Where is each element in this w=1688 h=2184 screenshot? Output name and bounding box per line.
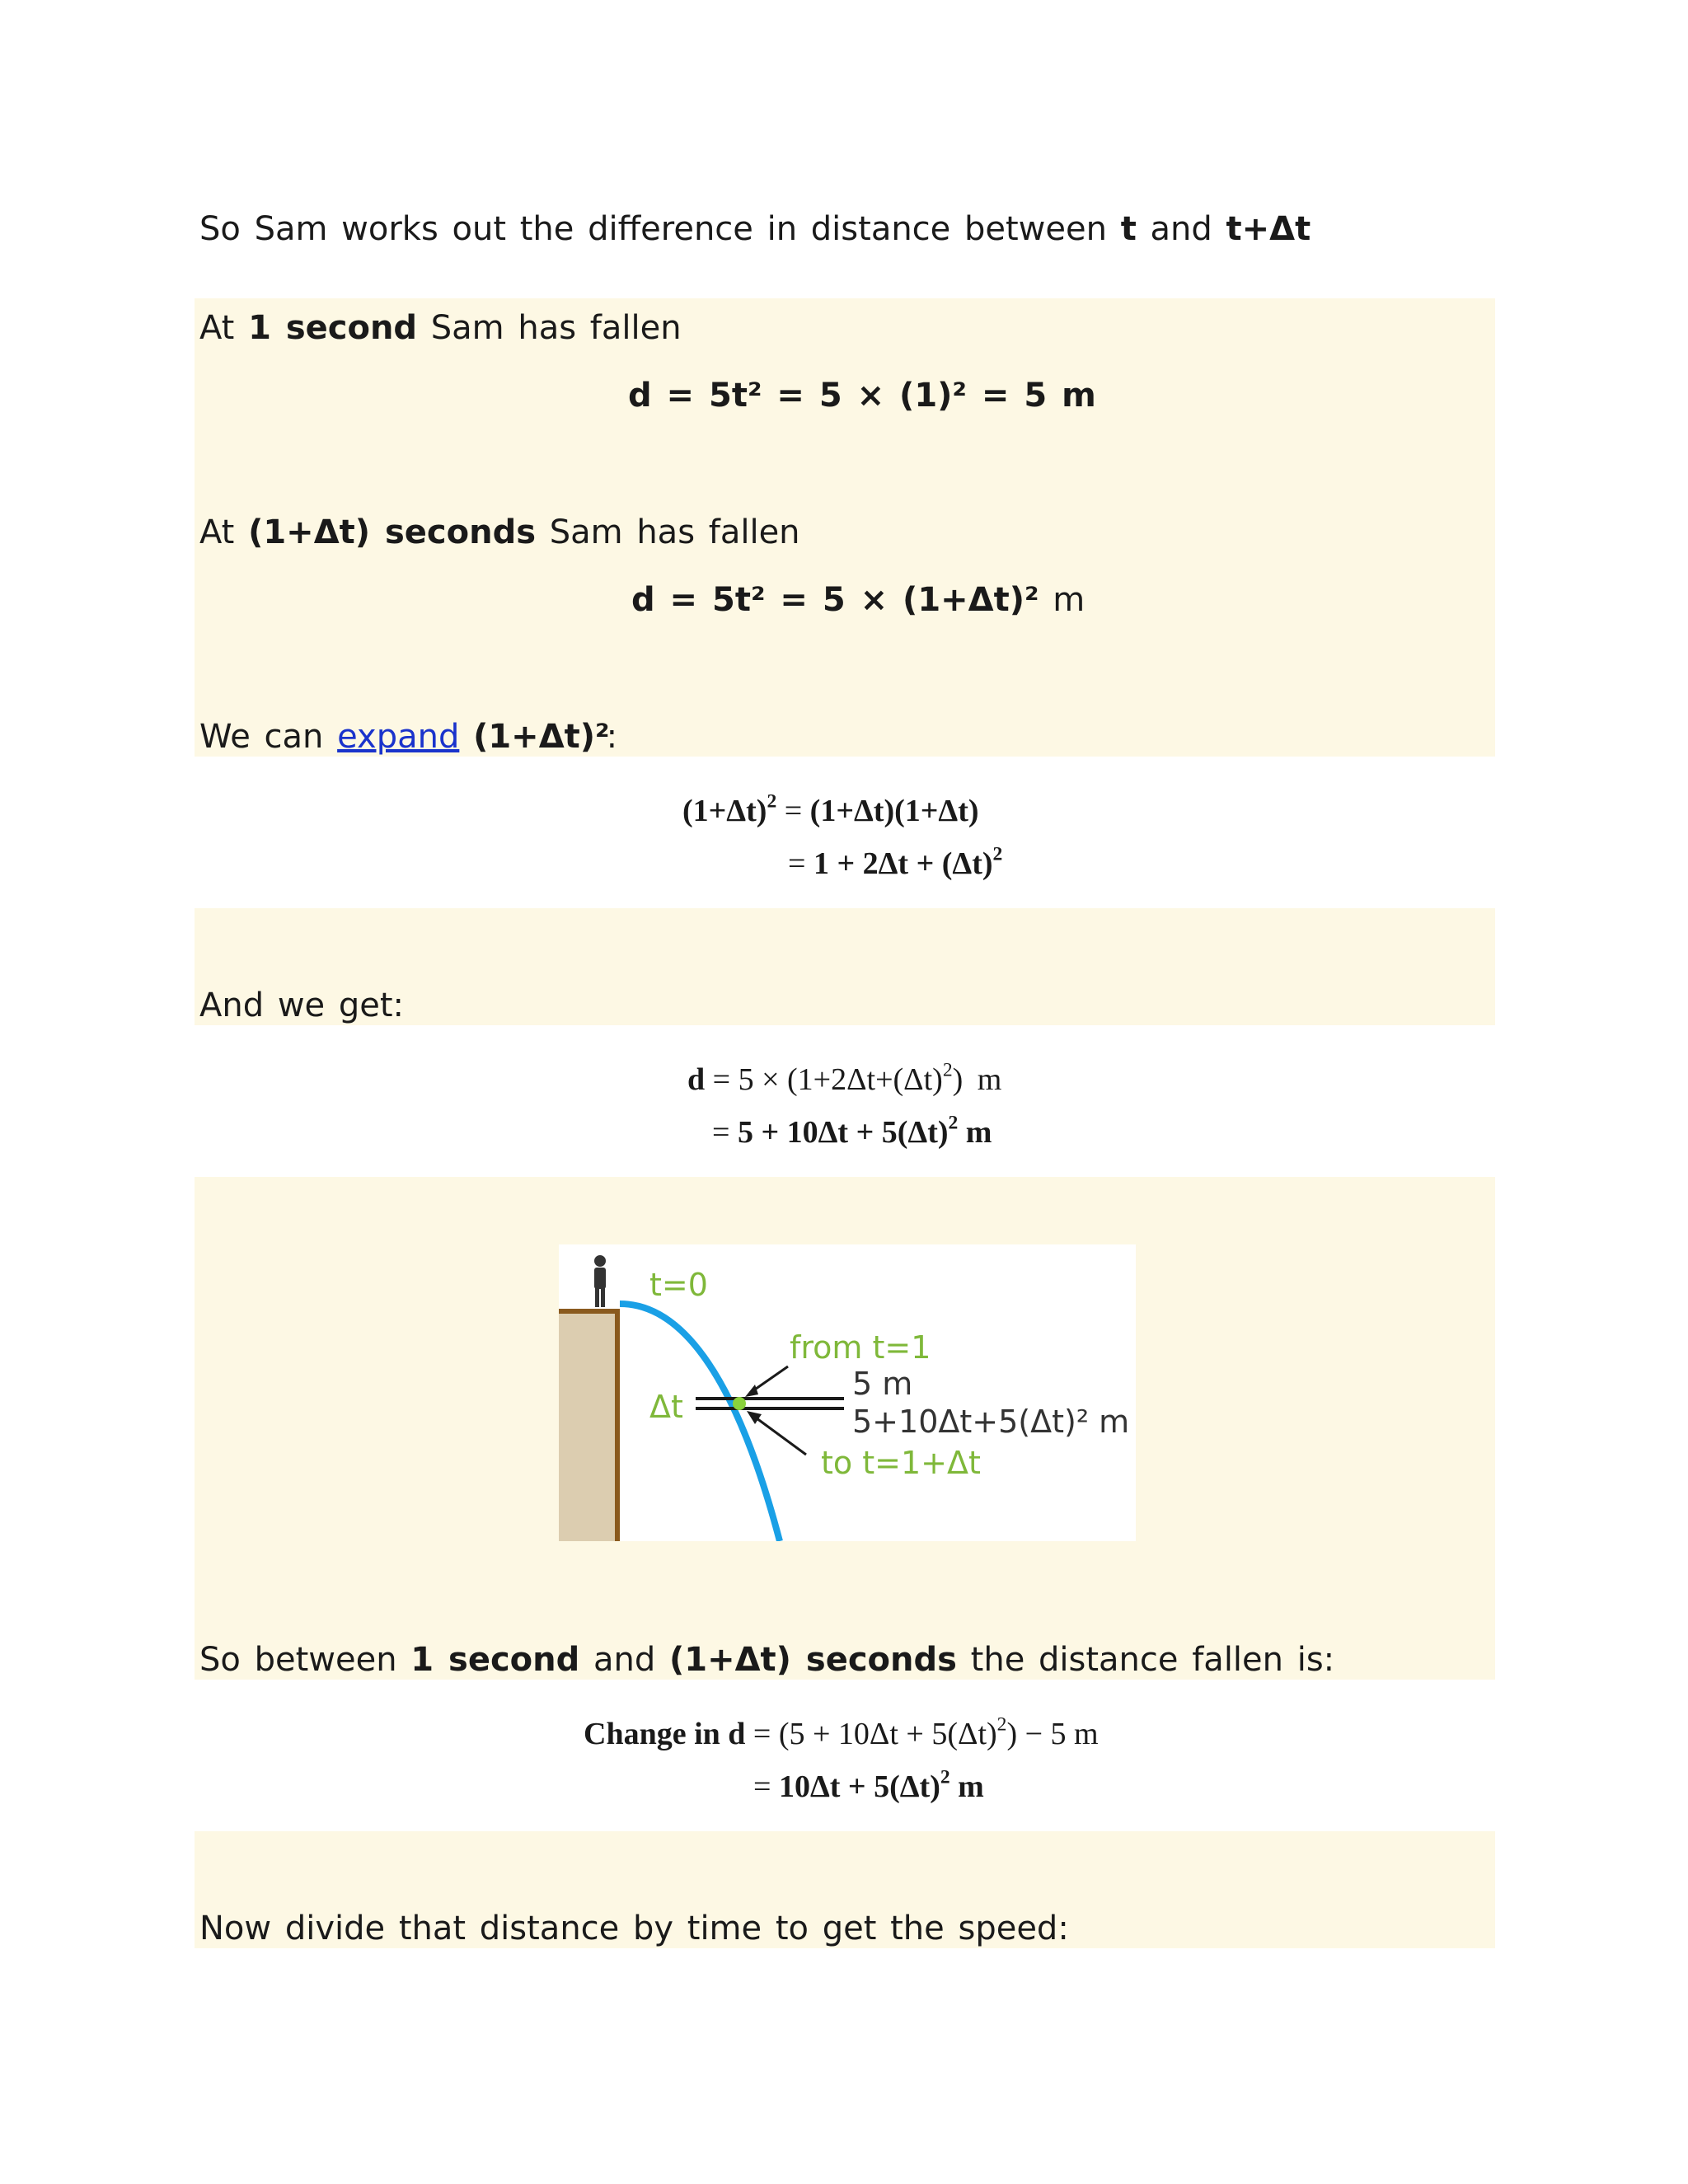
cliff-side-edge [615,1309,620,1541]
arrow-to [753,1416,806,1455]
label-t0: t=0 [649,1267,708,1303]
change-eq-line1 [584,1713,1099,1752]
label-5m: 5 m [852,1366,913,1402]
get-l2-rhs: 5 + 10Δt + 5(Δt) [737,1115,949,1150]
change-l2-rhs: 10Δt + 5(Δt) [778,1769,940,1804]
expand-lead: We can [199,718,324,756]
cliff-top-edge [559,1309,620,1314]
between-t1: 1 second [410,1641,580,1679]
expand-l1-eq: = [784,794,803,828]
get-l2-eq: = [712,1115,730,1150]
expand-colon: : [606,718,618,756]
falling-diagram [559,1244,1136,1541]
arrow-from-head [745,1385,758,1397]
change-l1-close: ) − 5 m [1006,1717,1099,1751]
change-l1-rhs: = (5 + 10Δt + 5(Δt) [753,1717,997,1751]
step1-line [199,308,682,348]
between-tail: the distance fallen is: [970,1641,1335,1679]
change-l2-sup: 2 [940,1766,950,1788]
label-dt: Δt [649,1389,683,1425]
step2-eq-unit: m [1053,581,1085,619]
expand-l2-rhs: 1 + 2Δt + (Δt) [813,846,993,881]
get-l1-sup: 2 [942,1059,953,1081]
intro-t: t [1120,210,1137,248]
expand-eq-line1 [682,790,979,829]
cliff [559,1310,618,1541]
change-l1-sup: 2 [996,1713,1007,1736]
step2-tail: Sam has fallen [549,513,800,551]
expand-eq-line2 [788,843,1003,882]
get-l2-sup: 2 [948,1112,959,1134]
label-from: from t=1 [790,1329,931,1366]
expand-l1-rhs: (1+Δt)(1+Δt) [809,794,979,828]
get-eq-line1 [687,1059,1002,1098]
between-and: and [593,1641,656,1679]
falling-diagram-svg [559,1244,1136,1541]
between-line [199,1640,1334,1680]
divide-line: Now divide that distance by time to get the speed: [199,1910,1069,1947]
intro-line [199,209,1311,249]
get-eq-line2 [712,1114,992,1151]
step2-equation [631,580,1085,620]
expand-line [199,717,617,757]
step2-time: (1+Δt) seconds [248,513,537,551]
step2-eq-lhs: d = 5t² = 5 × (1+Δt)² [631,581,1039,619]
step1-equation: d = 5t² = 5 × (1)² = 5 m [628,377,1096,415]
step1-time: 1 second [248,309,418,347]
expand-l2-eq: = [788,846,806,881]
get-l1-unit: m [977,1062,1002,1097]
label-5plus: 5+10Δt+5(Δt)² m [852,1404,1130,1440]
arrow-to-head [747,1411,762,1424]
intro-lead: So Sam works out the difference in distance between [199,210,1107,248]
change-l2-unit: m [958,1769,984,1804]
intro-t-plus-dt: t+Δt [1226,210,1311,248]
get-l1-close: ) [952,1062,964,1097]
change-eq-line2 [753,1766,984,1805]
step1-at: At [199,309,235,347]
expand-l1-sup: 2 [767,790,777,813]
get-l2-unit: m [965,1115,992,1150]
highlight-dot [733,1397,746,1410]
step2-at: At [199,513,235,551]
step1-tail: Sam has fallen [430,309,682,347]
change-label: Change in d [584,1717,746,1751]
change-l2-eq: = [753,1769,771,1804]
expand-l2-sup: 2 [992,843,1003,865]
label-to: to t=1+Δt [821,1445,981,1481]
expand-expr: (1+Δt)² [473,718,610,756]
and-we-get-line: And we get: [199,987,405,1024]
get-l1-d: d [687,1062,706,1097]
expand-link[interactable]: expand [337,718,460,756]
expand-l1-lhs: (1+Δt) [682,794,767,828]
between-t2: (1+Δt) seconds [668,1641,957,1679]
get-l1-rhs: = 5 × (1+2Δt+(Δt) [712,1062,943,1097]
intro-and: and [1150,210,1212,248]
step2-line [199,513,800,552]
person-icon [594,1255,606,1307]
between-lead: So between [199,1641,397,1679]
